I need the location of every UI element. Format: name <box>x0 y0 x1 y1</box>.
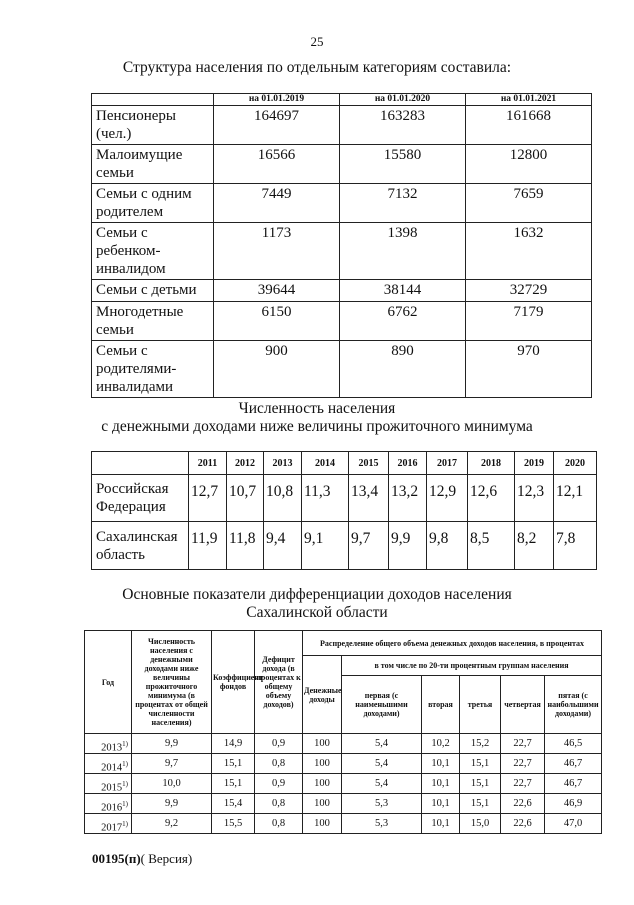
cell-value: 9,7 <box>349 522 389 570</box>
year-header: 2016 <box>389 452 427 475</box>
year-text: 2017 <box>101 822 123 833</box>
cell-value: 46,7 <box>545 754 602 774</box>
cell-value: 13,2 <box>389 475 427 522</box>
header-share-below-min: Численность населения с денежными доходами ниже величины прожиточного минимума (в процентах от общей численности населения) <box>132 631 212 734</box>
column-header: на 01.01.2019 <box>214 94 340 106</box>
cell-value: 15580 <box>340 145 466 184</box>
cell-value: 15,1 <box>212 774 255 794</box>
year-text: 2014 <box>101 762 123 773</box>
cell-value: 47,0 <box>545 814 602 834</box>
cell-value: 1632 <box>466 223 592 280</box>
cell-value: 46,7 <box>545 774 602 794</box>
table-header-row <box>92 452 597 475</box>
cell-value: 8,2 <box>515 522 554 570</box>
table-row <box>85 814 602 834</box>
poverty-table <box>91 451 597 570</box>
cell-value: 22,7 <box>501 774 545 794</box>
header-empty <box>92 452 189 475</box>
year-header: 2014 <box>302 452 349 475</box>
table-row <box>85 734 602 754</box>
section3-title-line1: Основные показатели дифференциации доходов населения <box>122 586 512 603</box>
cell-value: 1173 <box>214 223 340 280</box>
cell-value: 163283 <box>340 106 466 145</box>
year-header: 2013 <box>264 452 302 475</box>
table-row <box>92 145 592 184</box>
cell-value: 22,6 <box>501 794 545 814</box>
cell-value: 9,9 <box>132 794 212 814</box>
cell-value: 46,9 <box>545 794 602 814</box>
footnote-mark: 1) <box>122 739 128 748</box>
section2-title-line2: с денежными доходами ниже величины прожиточного минимума <box>101 418 533 435</box>
cell-value: 0,8 <box>255 754 303 774</box>
header-group-5: пятая (с наибольшими доходами) <box>545 676 602 734</box>
footnote-mark: 1) <box>122 799 128 808</box>
header-group-4: четвертая <box>501 676 545 734</box>
cell-value: 6762 <box>340 302 466 341</box>
header-empty <box>92 94 214 106</box>
section3-title-line2: Сахалинской области <box>246 604 388 621</box>
cell-value: 13,4 <box>349 475 389 522</box>
cell-value: 38144 <box>340 280 466 302</box>
cell-value: 164697 <box>214 106 340 145</box>
cell-value: 9,4 <box>264 522 302 570</box>
cell-value: 0,8 <box>255 794 303 814</box>
header-incl-groups: в том числе по 20-ти процентным группам населения <box>342 656 602 676</box>
cell-value: 22,7 <box>501 734 545 754</box>
row-label: Российская Федерация <box>92 475 189 522</box>
cell-value: 9,8 <box>427 522 468 570</box>
cell-value: 1398 <box>340 223 466 280</box>
header-money-income: Денежные доходы <box>303 656 342 734</box>
header-coef: Коэффициент фондов <box>212 631 255 734</box>
cell-value: 100 <box>303 814 342 834</box>
row-label: Семьи с одним родителем <box>92 184 214 223</box>
year-header: 2012 <box>227 452 264 475</box>
table-row <box>92 302 592 341</box>
cell-value: 6150 <box>214 302 340 341</box>
cell-value: 9,1 <box>302 522 349 570</box>
footnote-mark: 1) <box>122 779 128 788</box>
year-header: 2019 <box>515 452 554 475</box>
cell-value: 100 <box>303 774 342 794</box>
table-row <box>85 794 602 814</box>
footnote-mark: 1) <box>122 819 128 828</box>
cell-value: 22,6 <box>501 814 545 834</box>
table-row <box>85 774 602 794</box>
cell-value: 900 <box>214 341 340 398</box>
cell-value: 12800 <box>466 145 592 184</box>
population-structure-table <box>91 93 592 398</box>
year-header: 2015 <box>349 452 389 475</box>
cell-value: 12,7 <box>189 475 227 522</box>
cell-value: 970 <box>466 341 592 398</box>
cell-value: 10,2 <box>422 734 460 754</box>
cell-value: 100 <box>303 754 342 774</box>
cell-value: 7,8 <box>554 522 597 570</box>
cell-value: 10,0 <box>132 774 212 794</box>
cell-value: 10,1 <box>422 814 460 834</box>
row-year <box>85 814 132 834</box>
year-header: 2017 <box>427 452 468 475</box>
year-text: 2013 <box>101 742 123 753</box>
table-row <box>92 106 592 145</box>
cell-value: 10,7 <box>227 475 264 522</box>
footer-code: 00195(п) <box>92 851 141 866</box>
cell-value: 7659 <box>466 184 592 223</box>
cell-value: 14,9 <box>212 734 255 754</box>
year-header: 2018 <box>468 452 515 475</box>
cell-value: 5,4 <box>342 774 422 794</box>
cell-value: 15,1 <box>460 754 501 774</box>
cell-value: 5,4 <box>342 734 422 754</box>
cell-value: 0,9 <box>255 774 303 794</box>
row-year <box>85 754 132 774</box>
cell-value: 10,1 <box>422 754 460 774</box>
table-header-row <box>85 631 602 656</box>
cell-value: 7449 <box>214 184 340 223</box>
cell-value: 9,9 <box>132 734 212 754</box>
row-label: Семьи с детьми <box>92 280 214 302</box>
year-text: 2015 <box>101 782 123 793</box>
header-deficit: Дефицит дохода (в процентах к общему объему доходов) <box>255 631 303 734</box>
cell-value: 9,9 <box>389 522 427 570</box>
cell-value: 9,7 <box>132 754 212 774</box>
row-label: Малоимущие семьи <box>92 145 214 184</box>
cell-value: 11,8 <box>227 522 264 570</box>
cell-value: 5,3 <box>342 814 422 834</box>
income-differentiation-table <box>84 630 602 834</box>
row-label: Семьи с родителями-инвалидами <box>92 341 214 398</box>
cell-value: 15,4 <box>212 794 255 814</box>
cell-value: 46,5 <box>545 734 602 754</box>
table-row <box>92 522 597 570</box>
cell-value: 10,1 <box>422 794 460 814</box>
cell-value: 7179 <box>466 302 592 341</box>
header-group-3: третья <box>460 676 501 734</box>
row-year <box>85 774 132 794</box>
footer <box>92 851 192 867</box>
cell-value: 15,1 <box>460 774 501 794</box>
cell-value: 11,3 <box>302 475 349 522</box>
cell-value: 10,1 <box>422 774 460 794</box>
column-header: на 01.01.2020 <box>340 94 466 106</box>
cell-value: 15,2 <box>460 734 501 754</box>
header-group-1: первая (с наименьшими доходами) <box>342 676 422 734</box>
cell-value: 15,5 <box>212 814 255 834</box>
year-header: 2011 <box>189 452 227 475</box>
header-distribution: Распределение общего объема денежных доходов населения, в процентах <box>303 631 602 656</box>
cell-value: 10,8 <box>264 475 302 522</box>
table-row <box>92 184 592 223</box>
cell-value: 22,7 <box>501 754 545 774</box>
cell-value: 12,9 <box>427 475 468 522</box>
cell-value: 5,3 <box>342 794 422 814</box>
page-number: 25 <box>310 34 324 49</box>
row-label: Многодетные семьи <box>92 302 214 341</box>
header-group-2: вторая <box>422 676 460 734</box>
row-label: Семьи с ребенком-инвалидом <box>92 223 214 280</box>
cell-value: 15,1 <box>212 754 255 774</box>
row-label: Сахалинская область <box>92 522 189 570</box>
cell-value: 32729 <box>466 280 592 302</box>
row-label: Пенсионеры (чел.) <box>92 106 214 145</box>
cell-value: 7132 <box>340 184 466 223</box>
table-header-row <box>92 94 592 106</box>
footer-version: ( Версия) <box>140 851 193 866</box>
row-year <box>85 734 132 754</box>
section1-title: Структура населения по отдельным категориям составила: <box>122 59 512 76</box>
row-year <box>85 794 132 814</box>
cell-value: 16566 <box>214 145 340 184</box>
table-row <box>92 475 597 522</box>
table-row <box>92 280 592 302</box>
cell-value: 9,2 <box>132 814 212 834</box>
year-header: 2020 <box>554 452 597 475</box>
table-row <box>92 223 592 280</box>
cell-value: 0,8 <box>255 814 303 834</box>
cell-value: 12,3 <box>515 475 554 522</box>
cell-value: 161668 <box>466 106 592 145</box>
column-header: на 01.01.2021 <box>466 94 592 106</box>
cell-value: 12,6 <box>468 475 515 522</box>
cell-value: 15,1 <box>460 794 501 814</box>
section2-title-line1: Численность населения <box>238 400 396 417</box>
cell-value: 890 <box>340 341 466 398</box>
footnote-mark: 1) <box>122 759 128 768</box>
header-year: Год <box>85 631 132 734</box>
cell-value: 8,5 <box>468 522 515 570</box>
cell-value: 100 <box>303 734 342 754</box>
table-row <box>92 341 592 398</box>
cell-value: 11,9 <box>189 522 227 570</box>
year-text: 2016 <box>101 802 123 813</box>
cell-value: 39644 <box>214 280 340 302</box>
table-row <box>85 754 602 774</box>
cell-value: 12,1 <box>554 475 597 522</box>
cell-value: 0,9 <box>255 734 303 754</box>
cell-value: 5,4 <box>342 754 422 774</box>
cell-value: 100 <box>303 794 342 814</box>
cell-value: 15,0 <box>460 814 501 834</box>
